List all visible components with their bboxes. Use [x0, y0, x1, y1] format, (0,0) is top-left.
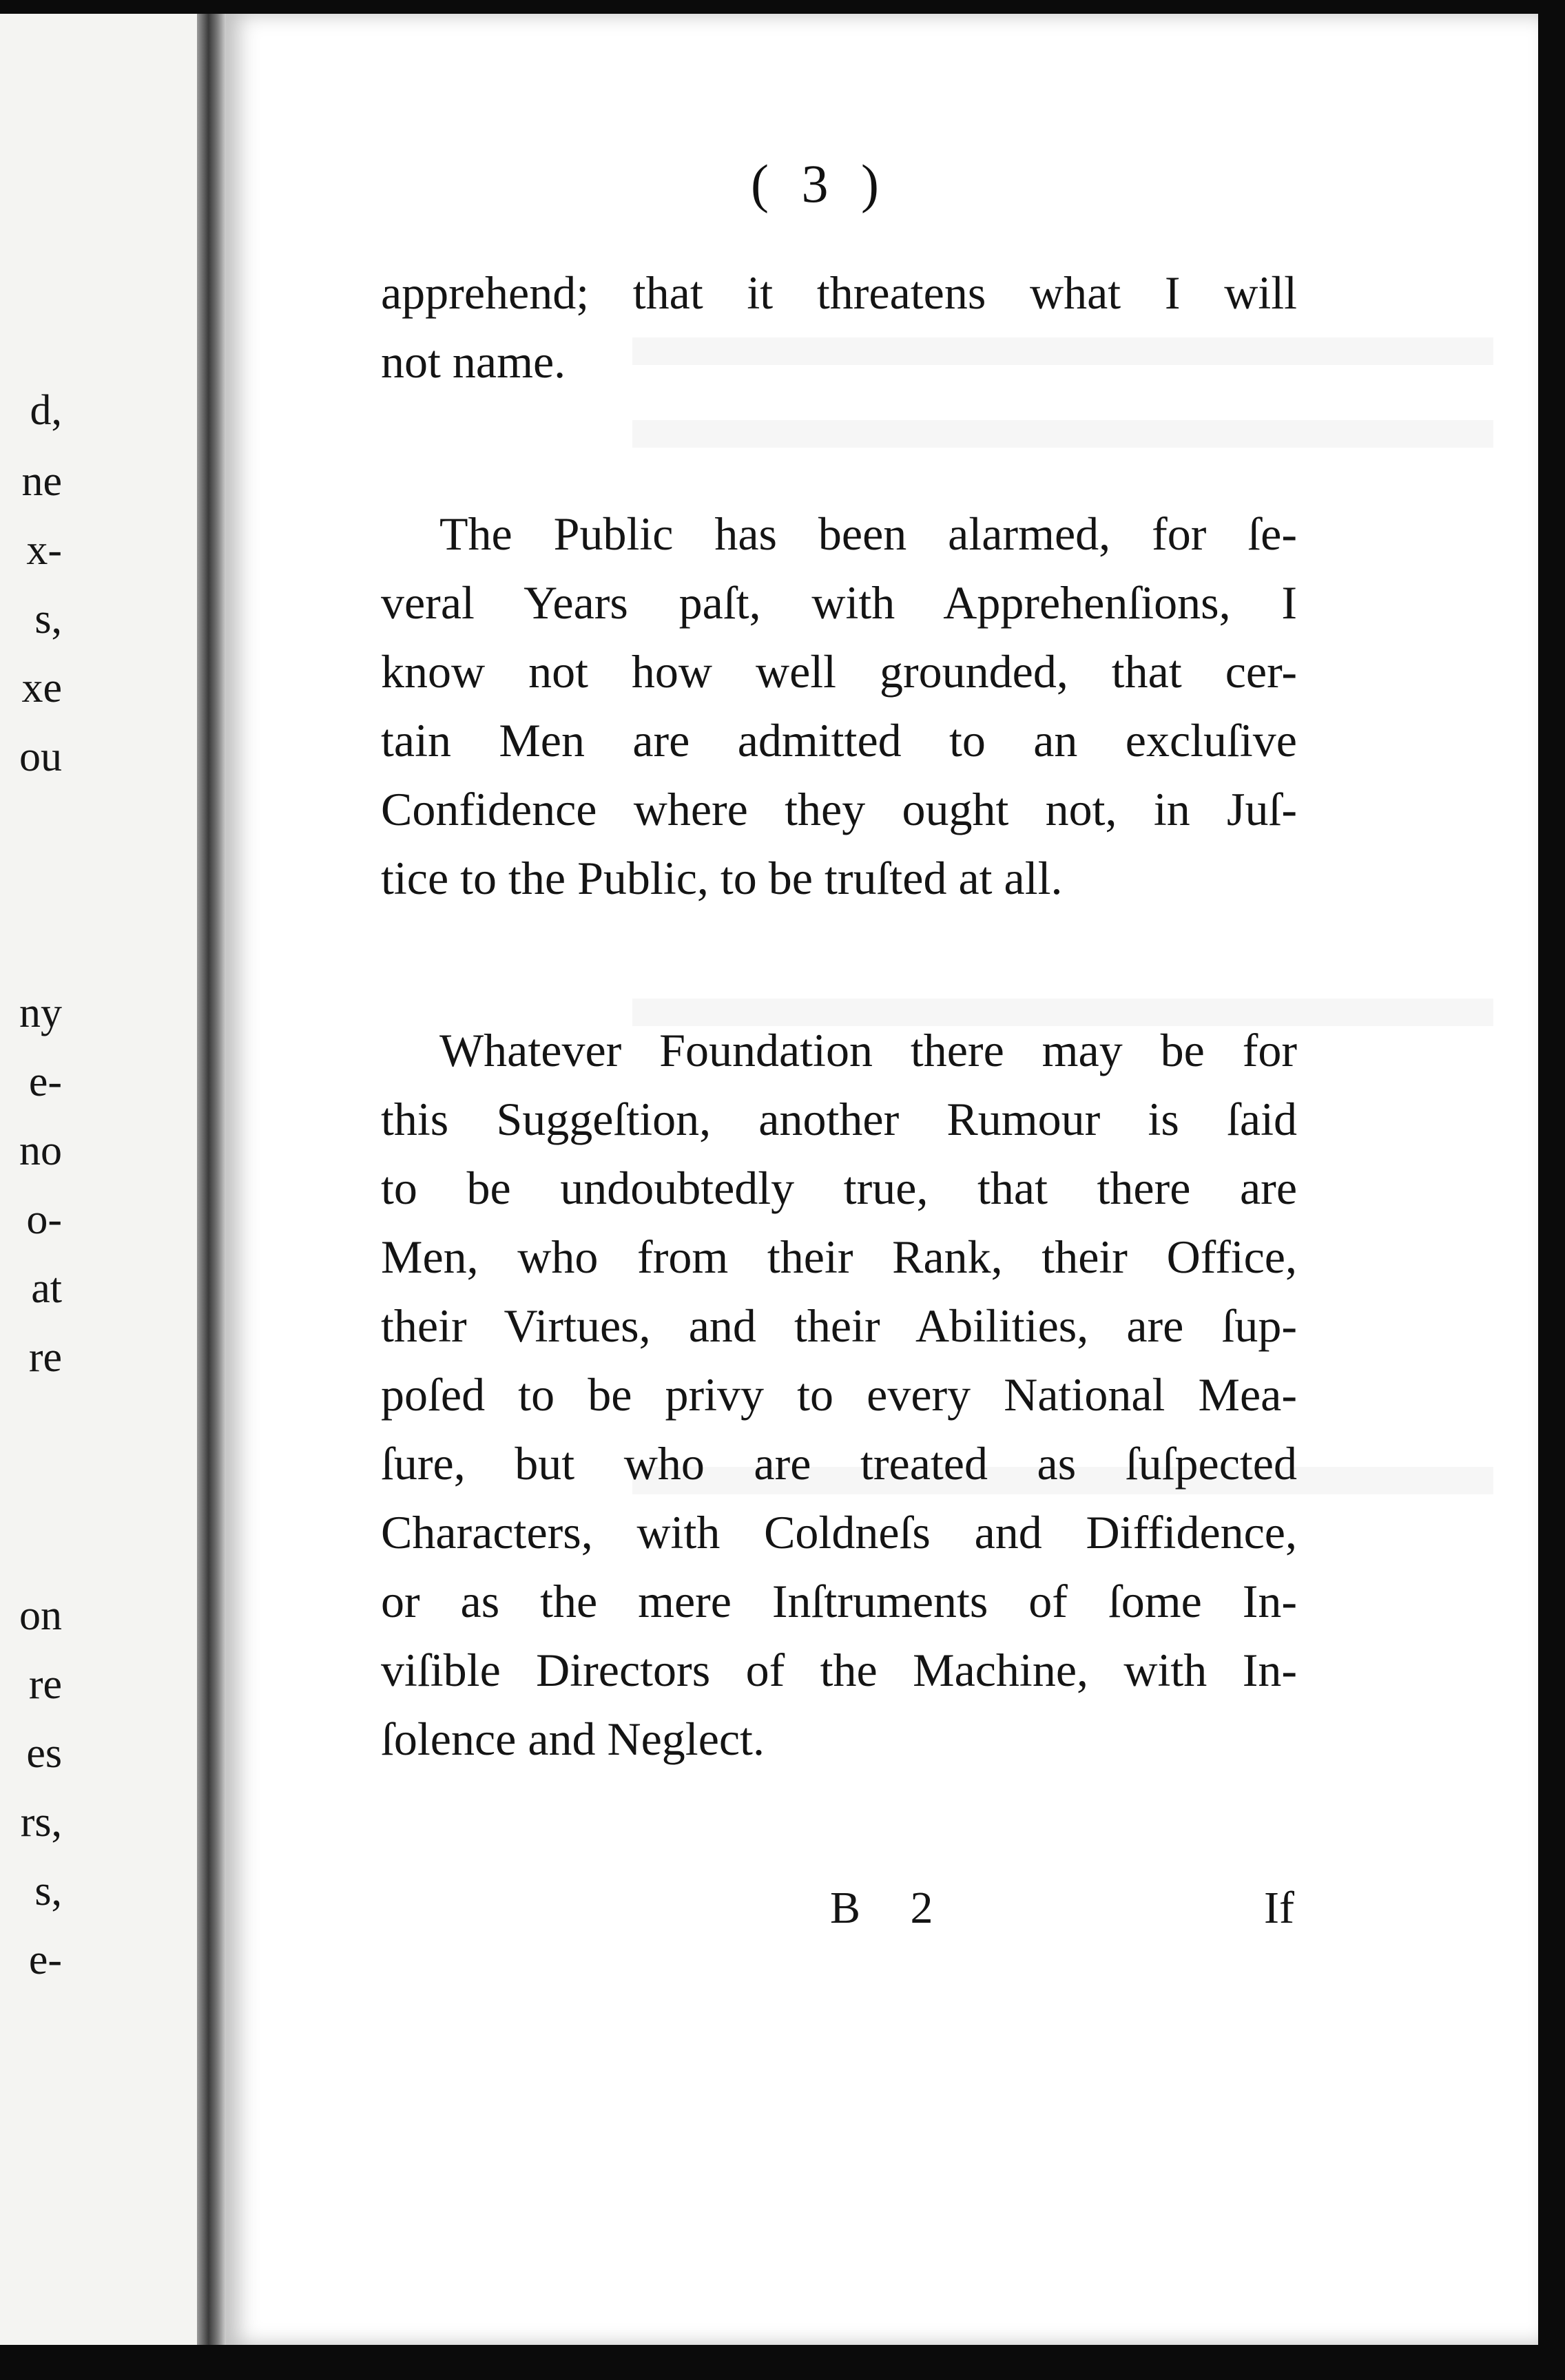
- text-line: tain Men are admitted to an excluſive: [381, 714, 1297, 766]
- text-line: tice to the Public, to be truſted at all.: [381, 852, 1063, 904]
- text-line: this Suggeſtion, another Rumour is ſaid: [381, 1093, 1297, 1145]
- text-line: not name.: [381, 335, 566, 388]
- left-page-line: es: [26, 1730, 62, 1777]
- text-line: Whatever Foundation there may be for: [439, 1024, 1297, 1076]
- show-through-shadow: [632, 420, 1493, 448]
- text-line: to be undoubtedly true, that there are: [381, 1162, 1297, 1214]
- left-page-line: ny: [19, 990, 62, 1036]
- catchword: If: [1264, 1883, 1294, 1933]
- left-page-line: o-: [26, 1196, 62, 1243]
- text-line: Men, who from their Rank, their Office,: [381, 1231, 1297, 1283]
- book-gutter: [197, 14, 226, 2345]
- left-page-line: s,: [34, 596, 62, 643]
- left-page-line: on: [19, 1592, 62, 1639]
- text-line: poſed to be privy to every National Mea-: [381, 1368, 1297, 1421]
- left-page-line: e-: [28, 1937, 62, 1983]
- left-page-line: ou: [19, 733, 62, 780]
- text-line: viſible Directors of the Machine, with In-: [381, 1644, 1297, 1696]
- text-line: or as the mere Inſtruments of ſome In-: [381, 1575, 1297, 1627]
- text-line: Characters, with Coldneſs and Diffidence,: [381, 1506, 1297, 1558]
- signature-mark: B 2: [830, 1883, 953, 1933]
- text-line: ſolence and Neglect.: [381, 1713, 765, 1765]
- text-line: The Public has been alarmed, for ſe-: [439, 508, 1297, 560]
- text-line: know not how well grounded, that cer-: [381, 645, 1297, 698]
- left-page-line: re: [28, 1661, 62, 1708]
- left-page-line: at: [31, 1265, 62, 1312]
- left-page-line: d,: [30, 387, 62, 434]
- text-line: Confidence where they ought not, in Juſ-: [381, 783, 1297, 835]
- text-line: veral Years paſt, with Apprehenſions, I: [381, 576, 1297, 629]
- left-page-line: rs,: [20, 1799, 62, 1846]
- left-page-line: xe: [21, 665, 62, 711]
- left-page-line: re: [28, 1334, 62, 1381]
- left-page-line: no: [19, 1127, 62, 1174]
- text-line: apprehend; that it threatens what I will: [381, 267, 1297, 319]
- left-page-line: s,: [34, 1868, 62, 1914]
- text-line: their Virtues, and their Abilities, are ſup-: [381, 1299, 1297, 1352]
- previous-page-fragment: [0, 14, 207, 2345]
- left-page-line: e-: [28, 1058, 62, 1105]
- left-page-line: x-: [26, 527, 62, 574]
- left-page-line: ne: [21, 458, 62, 505]
- page-number: ( 3 ): [751, 154, 889, 213]
- text-line: ſure, but who are treated as ſuſpected: [381, 1437, 1297, 1490]
